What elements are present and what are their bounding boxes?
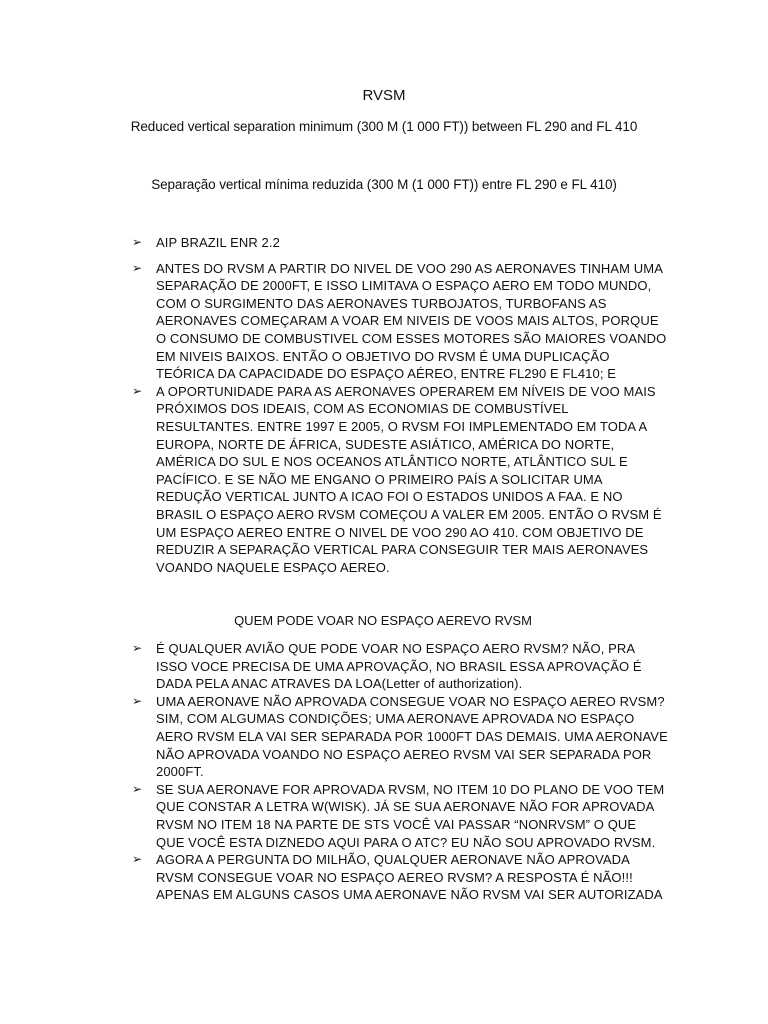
list-item xyxy=(132,234,668,252)
list-item-text: ANTES DO RVSM A PARTIR DO NIVEL DE VOO 290 AS AERONAVES TINHAM UMA SEPARAÇÃO DE 2000FT, E ISSO LIMITAVA O ESPAÇO AERO EM TODO MUNDO, COM O SURGIMENTO DAS AERONAVES TURBOJATOS, TURBOFANS AS AERONAVES COMEÇARAM A VOAR EM NIVEIS DE VOOS MAIS ALTOS, PORQUE O CONSUMO DE COMBUSTIVEL COM ESSES MOTORES SÃO MAIORES VOANDO EM NIVEIS BAIXOS. ENTÃO O OBJETIVO DO RVSM É UMA DUPLICAÇÃO TEÓRICA DA CAPACIDADE DO ESPAÇO AÉREO, ENTRE FL290 E FL410; E xyxy=(156,260,667,382)
arrow-bullet-icon: ➢ xyxy=(132,260,143,275)
list-item-text: AGORA A PERGUNTA DO MILHÃO, QUALQUER AERONAVE NÃO APROVADA RVSM CONSEGUE VOAR NO ESPAÇO AEREO RVSM? A RESPOSTA É NÃO!!! APENAS EM ALGUNS CASOS UMA AERONAVE NÃO RVSM VAI SER AUTORIZADA xyxy=(156,852,663,903)
arrow-bullet-icon: ➢ xyxy=(132,852,143,867)
arrow-bullet-icon: ➢ xyxy=(132,383,143,398)
list-item xyxy=(132,693,668,781)
list-item-text: AIP BRAZIL ENR 2.2 xyxy=(156,235,280,250)
section-heading: QUEM PODE VOAR NO ESPAÇO AEREVO RVSM xyxy=(234,613,532,628)
arrow-bullet-icon: ➢ xyxy=(132,235,143,249)
faq-bullet-list xyxy=(132,640,668,904)
list-item-text: É QUALQUER AVIÃO QUE PODE VOAR NO ESPAÇO AERO RVSM? NÃO, PRA ISSO VOCE PRECISA DE UMA APROVAÇÃO, NO BRASIL ESSA APROVAÇÃO É DADA PELA ANAC ATRAVES DA LOA(Letter of authorization). xyxy=(156,641,642,692)
arrow-bullet-icon: ➢ xyxy=(132,693,143,708)
list-item xyxy=(132,640,668,693)
intro-bullet-list xyxy=(132,234,668,576)
list-item xyxy=(132,851,668,904)
list-item-text: SE SUA AERONAVE FOR APROVADA RVSM, NO ITEM 10 DO PLANO DE VOO TEM QUE CONSTAR A LETRA W(WISK). JÁ SE SUA AERONAVE NÃO FOR APROVADA RVSM NO ITEM 18 NA PARTE DE STS VOCÊ VAI PASSAR “NONRVSM” O QUE QUE VOCÊ ESTA DIZNEDO AQUI PARA O ATC? EU NÃO SOU APROVADO RVSM. xyxy=(156,781,665,850)
arrow-bullet-icon: ➢ xyxy=(132,641,143,655)
list-item-text: A OPORTUNIDADE PARA AS AERONAVES OPERAREM EM NÍVEIS DE VOO MAIS PRÓXIMOS DOS IDEAIS, COM AS ECONOMIAS DE COMBUSTÍVEL RESULTANTES. ENTRE 1997 E 2005, O RVSM FOI IMPLEMENTADO EM TODA A EUROPA, NORTE DE ÁFRICA, SUDESTE ASIÁTICO, AMÉRICA DO NORTE, AMÉRICA DO SUL E NOS OCEANOS ATLÂNTICO NORTE, ATLÂNTICO SUL E PACÍFICO. E SE NÃO ME ENGANO O PRIMEIRO PAÍS A SOLICITAR UMA REDUÇÃO VERTICAL JUNTO A ICAO FOI O ESTADOS UNIDOS A FAA. E NO BRASIL O ESPAÇO AERO RVSM COMEÇOU A VALER EM 2005. ENTÃO O RVSM É UM ESPAÇO AEREO ENTRE O NIVEL DE VOO 290 AO 410. COM OBJETIVO DE REDUZIR A SEPARAÇÃO VERTICAL PARA CONSEGUIR TER MAIS AERONAVES VOANDO NAQUELE ESPAÇO AEREO. xyxy=(156,383,662,575)
list-item-text: UMA AERONAVE NÃO APROVADA CONSEGUE VOAR NO ESPAÇO AEREO RVSM? SIM, COM ALGUMAS CONDIÇÕES; UMA AERONAVE APROVADA NO ESPAÇO AERO RVSM ELA VAI SER SEPARADA POR 1000FT DAS DEMAIS. UMA AERONAVE NÃO APROVADA VOANDO NO ESPAÇO AEREO RVSM VAI SER SEPARADA POR 2000FT. xyxy=(156,693,668,780)
document-title: RVSM xyxy=(362,87,406,104)
subtitle-english: Reduced vertical separation minimum (300 M (1 000 FT)) between FL 290 and FL 410 xyxy=(130,119,638,134)
list-item xyxy=(132,781,668,851)
subtitle-portuguese: Separação vertical mínima reduzida (300 M (1 000 FT)) entre FL 290 e FL 410) xyxy=(151,177,617,192)
list-item xyxy=(132,383,668,577)
arrow-bullet-icon: ➢ xyxy=(132,781,143,796)
list-item xyxy=(132,260,668,383)
